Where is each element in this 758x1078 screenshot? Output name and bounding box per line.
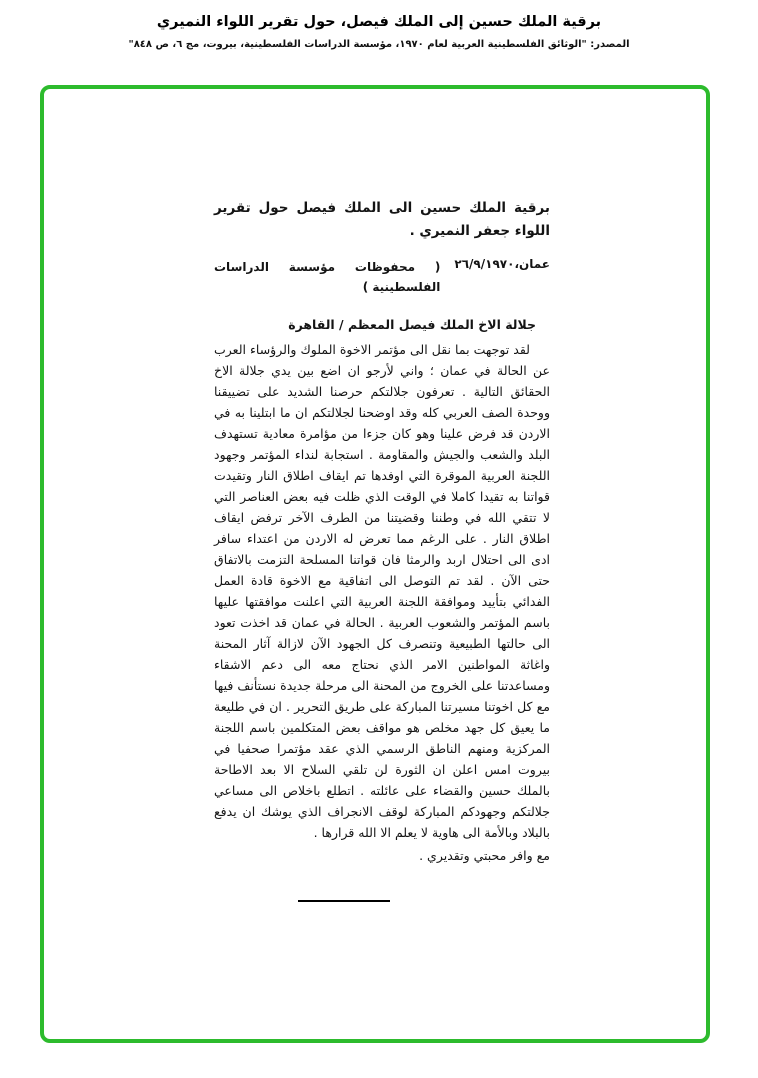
salutation: جلالة الاخ الملك فيصل المعظم / القاهرة [288, 316, 536, 332]
body-text: لقد توجهت بما نقل الى مؤتمر الاخوة الملوك والرؤساء العرب عن الحالة في عمان ؛ واني لأرجو ان اضع بين يدي جلالة الاخ الحقائق التالية . تعرفون جلالتكم حرصنا الشديد على تضييقنا ووحدة الصف العربي كله وقد اوضحنا لجلالتكم ان ما ابتلينا به في الاردن قد فرض علينا وهو كان جزءا من مؤامرة معادية تستهدف البلد والشعب والجيش والمقاومة . استجابة لنداء المؤتمر وجهود اللجنة العربية الموقرة التي اوفدها تم ايقاف اطلاق النار وتقيدت قواتنا به تقيدا كاملا في الوقت الذي ظلت فيه بعض العناصر التي لا تتقي الله في وطننا وقضيتنا من الطرف الآخر ترفض ايقاف اطلاق النار . على الرغم مما تعرض له الاردن من اعتداء سافر ادى الى احتلال اربد والرمثا فان قواتنا المسلحة التزمت بالاتفاق حتى الآن . لقد تم التوصل الى اتفاقية مع الاخوة قادة العمل الفدائي بتأييد وموافقة اللجنة العربية التي اعلنت موافقتها عليها باسم المؤتمر والشعوب العربية . الحالة في عمان قد اخذت تعود الى حالتها الطبيعية وتنصرف كل الجهود الآن لازالة آثار المحنة واغاثة المواطنين الامر الذي نحتاج معه الى دعم الاشقاء ومساعدتنا على الخروج من المحنة الى مرحلة جديدة نستأنف فيها مع كل اخوتنا مسيرتنا المباركة على طريق التحرير . ان في طليعة ما يعيق كل جهد مخلص هو مواقف بعض المتكلمين باسم اللجنة المركزية ومنهم الناطق الرسمي الذي عقد مؤتمرا صحفيا في بيروت امس اعلن ان الثورة لن تلقي السلاح الا بعد الاطاحة بالملك حسين والقضاء على عائلته . اتطلع باخلاص الى مساعي جلالتكم وجهودكم المباركة لوقف الانجراف الذي يوشك ان يدفع بالبلاد وبالأمة الى هاوية لا يعلم الا الله قرارها . [214, 341, 550, 840]
document-archive-note: ( محفوظات مؤسسة الدراسات الفلسطينية ) [214, 259, 441, 295]
document-meta [214, 257, 550, 298]
page-header [0, 14, 758, 50]
document-date: عمان،٢٦/٩/١٩٧٠ [454, 256, 550, 271]
signature-line [298, 900, 390, 902]
document-title: برقية الملك حسين الى الملك فيصل حول تقرير اللواء جعفر النميري . [214, 200, 550, 239]
document-content [214, 197, 550, 902]
document-frame [40, 85, 710, 1043]
header-source: المصدر: "الوثائق الفلسطينية العربية لعام ١٩٧٠، مؤسسة الدراسات الفلسطينية، بيروت، مج ٦، ص ٨٤٨" [128, 39, 630, 50]
closing: مع وافر محبتي وتقديري . [419, 847, 550, 863]
header-title: برقية الملك حسين إلى الملك فيصل، حول تقرير اللواء النميري [156, 14, 602, 30]
